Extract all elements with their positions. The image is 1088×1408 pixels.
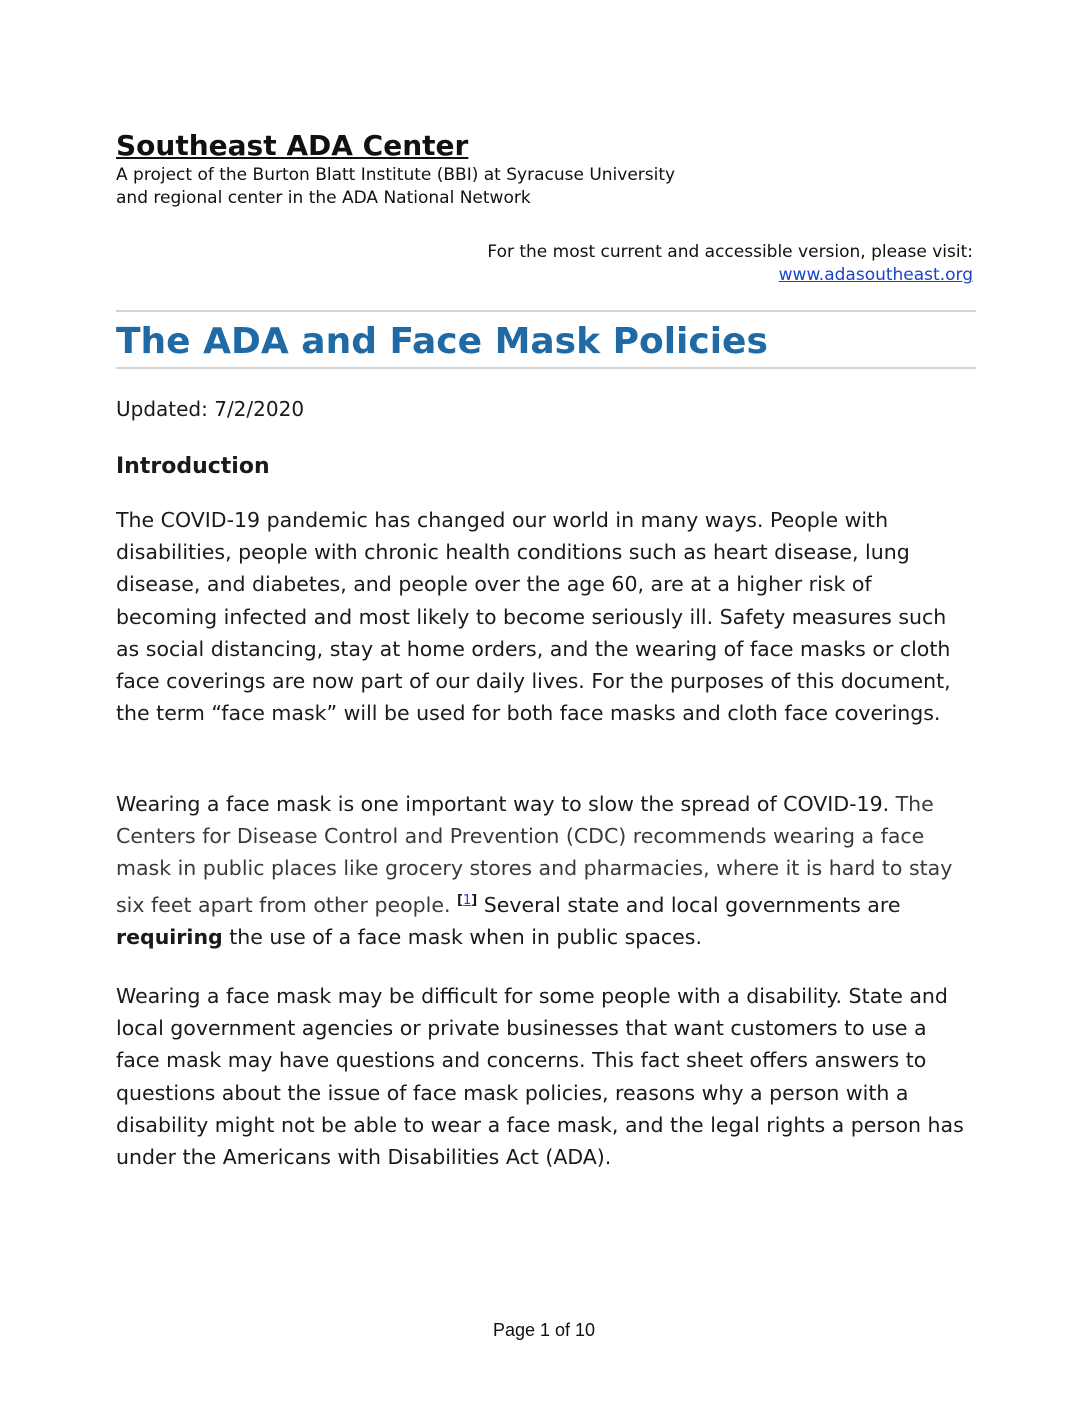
org-description-line-2: and regional center in the ADA National Network: [116, 188, 531, 208]
org-description: [116, 164, 675, 210]
paragraph-2-text-c: Several state and local governments are: [483, 892, 901, 917]
updated-date: Updated: 7/2/2020: [116, 397, 305, 421]
footnote-link[interactable]: 1: [462, 892, 472, 908]
page-title: The ADA and Face Mask Policies: [116, 321, 768, 362]
title-rule-top: [116, 310, 976, 312]
paragraph-1: The COVID-19 pandemic has changed our world in many ways. People with disabilities, people with chronic health conditions such as heart disease, lung disease, and diabetes, and people over the age 60, are at a higher risk of becoming infected and most likely to become seriously ill. Safety measures such as social distancing, stay at home orders, and the wearing of face masks or cloth face coverings are now part of our daily lives. For the purposes of this document, the term “face mask” will be used for both face masks and cloth face coverings.: [116, 508, 951, 726]
paragraph-2-text-b: The Centers for Disease Control and Prevention (CDC) recommends wearing a face mask in public places like grocery stores and pharmacies, where it is hard to stay six feet apart from other people.: [116, 792, 953, 917]
visit-notice: [487, 241, 973, 287]
section-heading: Introduction: [116, 454, 270, 479]
paragraph-3: Wearing a face mask may be difficult for some people with a disability. State and local government agencies or private businesses that want customers to use a face mask may have questions and concerns. This fact sheet offers answers to questions about the issue of face mask policies, reasons why a person with a disability might not be able to wear a face mask, and the legal rights a person has under the Americans with Disabilities Act (ADA).: [116, 984, 964, 1170]
paragraph-2-text-d: the use of a face mask when in public spaces.: [229, 924, 702, 949]
org-name: Southeast ADA Center: [116, 129, 469, 162]
title-rule-bottom: [116, 367, 976, 369]
website-link[interactable]: www.adasoutheast.org: [778, 265, 973, 285]
paragraph-2-bold: requiring: [116, 924, 223, 949]
paragraph-2: [116, 788, 976, 953]
visit-text: For the most current and accessible version, please visit:: [487, 242, 973, 262]
paragraph-2-text-a: Wearing a face mask is one important way to slow the spread of COVID-19.: [116, 792, 890, 816]
org-description-line-1: A project of the Burton Blatt Institute (BBI) at Syracuse University: [116, 165, 676, 185]
page-number: Page 1 of 10: [492, 1320, 596, 1340]
footnote-ref: [1]: [457, 892, 478, 908]
